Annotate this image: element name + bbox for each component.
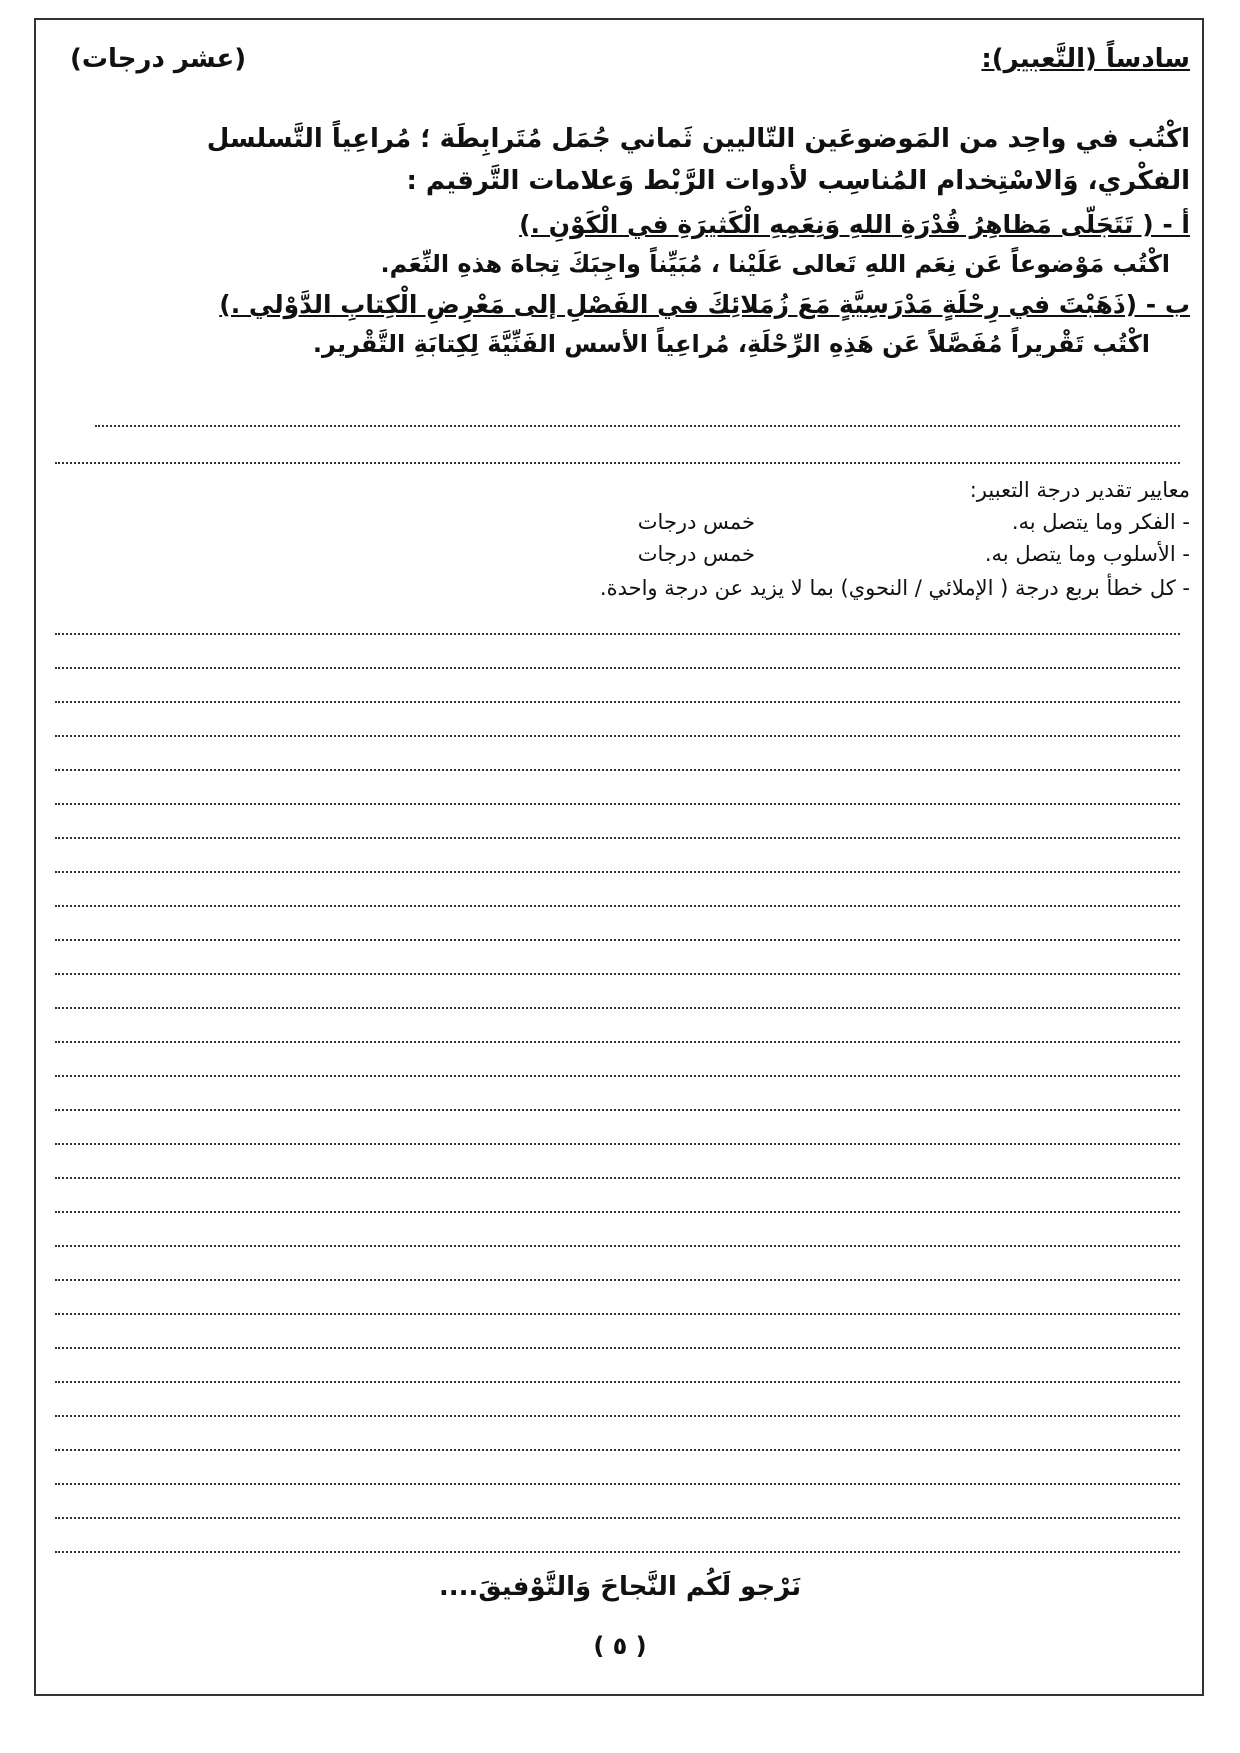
answer-line[interactable] [55,1347,1180,1349]
criteria-title: معايير تقدير درجة التعبير: [969,478,1190,502]
answer-line[interactable] [55,462,1180,464]
answer-line[interactable] [55,1075,1180,1077]
answer-line[interactable] [55,769,1180,771]
criteria-item-errors: - كل خطأ بربع درجة ( الإملائي / النحوي) بما لا يزيد عن درجة واحدة. [599,576,1190,600]
answer-line[interactable] [55,1415,1180,1417]
page-number: ( ٥ ) [593,1632,647,1660]
answer-line[interactable] [55,667,1180,669]
topic-a-task: اكْتُب مَوْضوعاً عَن نِعَم اللهِ تَعالى عَلَيْنا ، مُبَيِّناً واجِبَكَ تِجاهَ هذهِ النِّعَم. [380,250,1170,278]
answer-line[interactable] [55,1279,1180,1281]
answer-line[interactable] [55,1177,1180,1179]
answer-line[interactable] [55,1211,1180,1213]
answer-line[interactable] [55,939,1180,941]
answer-line[interactable] [55,1313,1180,1315]
answer-line[interactable] [55,871,1180,873]
answer-line[interactable] [95,425,1180,427]
answer-line[interactable] [55,633,1180,635]
answer-line[interactable] [55,1517,1180,1519]
answer-line[interactable] [55,701,1180,703]
topic-a-heading: أ - ( تَتَجَلّى مَظاهِرُ قُدْرَةِ اللهِ وَنِعَمِهِ الْكَثيرَةِ في الْكَوْنِ .) [519,210,1190,239]
section-marks: (عشر درجات) [70,44,247,74]
section-title: سادساً (التَّعبير): [981,44,1190,74]
answer-line[interactable] [55,1007,1180,1009]
answer-line[interactable] [55,1245,1180,1247]
answer-line[interactable] [55,735,1180,737]
criteria-score-style: خمس درجات [637,542,755,566]
instructions: اكْتُب في واحِد من المَوضوعَين التّاليين ثَماني جُمَل مُتَرابِطَة ؛ مُراعِياً التَّسلسل الفكْري، وَالاسْتِخدام المُناسِب لأدوات الرَّبْط وَعلامات التَّرقيم : [206,124,1190,196]
answer-line[interactable] [55,837,1180,839]
answer-line[interactable] [55,803,1180,805]
answer-line[interactable] [55,1449,1180,1451]
answer-line[interactable] [55,1143,1180,1145]
criteria-item-ideas: - الفكر وما يتصل به. [1011,510,1190,534]
answer-line[interactable] [55,973,1180,975]
answer-line[interactable] [55,1109,1180,1111]
criteria-item-style: - الأسلوب وما يتصل به. [984,542,1190,566]
closing-message: نَرْجو لَكُم النَّجاحَ وَالتَّوْفيقَ.... [438,1572,802,1602]
answer-line[interactable] [55,1041,1180,1043]
answer-line[interactable] [55,1483,1180,1485]
topic-b-task: اكْتُب تَقْريراً مُفَصَّلاً عَن هَذِهِ الرِّحْلَةِ، مُراعِياً الأسس الفَنِّيَّةَ لِكِتابَةِ التَّقْرير. [312,330,1150,358]
topic-b-heading: ب - (ذَهَبْتَ في رِحْلَةٍ مَدْرَسِيَّةٍ مَعَ زُمَلائِكَ في الفَصْلِ إلى مَعْرِضِ الْكِتابِ الدَّوْلي .) [219,290,1190,319]
answer-line[interactable] [55,1381,1180,1383]
criteria-score-ideas: خمس درجات [637,510,755,534]
answer-line[interactable] [55,905,1180,907]
answer-line[interactable] [55,1551,1180,1553]
